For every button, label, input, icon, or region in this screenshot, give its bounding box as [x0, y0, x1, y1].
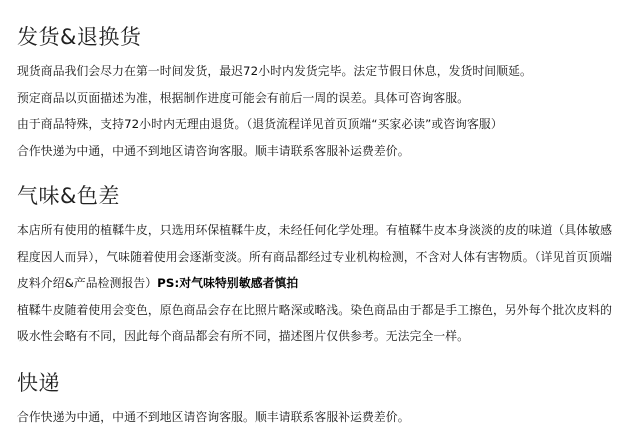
shipping-policy-line-2: 预定商品以页面描述为准，根据制作进度可能会有前后一周的误差。具体可咨询客服。	[17, 90, 470, 105]
shipping-policy-line-1: 现货商品我们会尽力在第一时间发货，最迟72小时内发货完毕。法定节假日休息，发货时间顺延。	[17, 64, 532, 78]
courier-section	[17, 370, 612, 431]
smell-paragraph-text: 本店所有使用的植鞣牛皮，只选用环保植鞣牛皮，未经任何化学处理。有植鞣牛皮本身淡淡的皮的味道（具体敏感程度因人而异），气味随着使用会逐渐变淡。所有商品都经过专业机构检测，不含对人体有害物质。（详见首页顶端皮料介绍&产品检测报告）	[17, 223, 612, 290]
shipping-policy-line-3: 由于商品特殊，支持72小时内无理由退货。（退货流程详见首页顶端“买家必读”或咨询客服）	[17, 117, 503, 131]
section-title-shipping-returns: 发货&退换货	[17, 25, 142, 49]
color-difference-paragraph: 植鞣牛皮随着使用会变色，原色商品会存在比照片略深或略浅。染色商品由于都是手工擦色，另外每个批次皮料的吸水性会略有不同，因此每个商品都会有所不同，描述图片仅供参考。无法完全一样。	[17, 302, 612, 343]
section-title-smell-color: 气味&色差	[17, 184, 120, 208]
section-title-courier: 快递	[17, 371, 60, 395]
shipping-policy-line-4: 合作快递为中通，中通不到地区请咨询客服。顺丰请联系客服补运费差价。	[17, 143, 410, 158]
shipping-returns-section	[17, 24, 612, 164]
courier-line-1: 合作快递为中通，中通不到地区请咨询客服。顺丰请联系客服补运费差价。	[17, 410, 410, 424]
smell-color-section	[17, 183, 612, 350]
smell-paragraph	[17, 217, 612, 297]
smell-warning-text: PS:对气味特别敏感者慎拍	[157, 276, 299, 290]
